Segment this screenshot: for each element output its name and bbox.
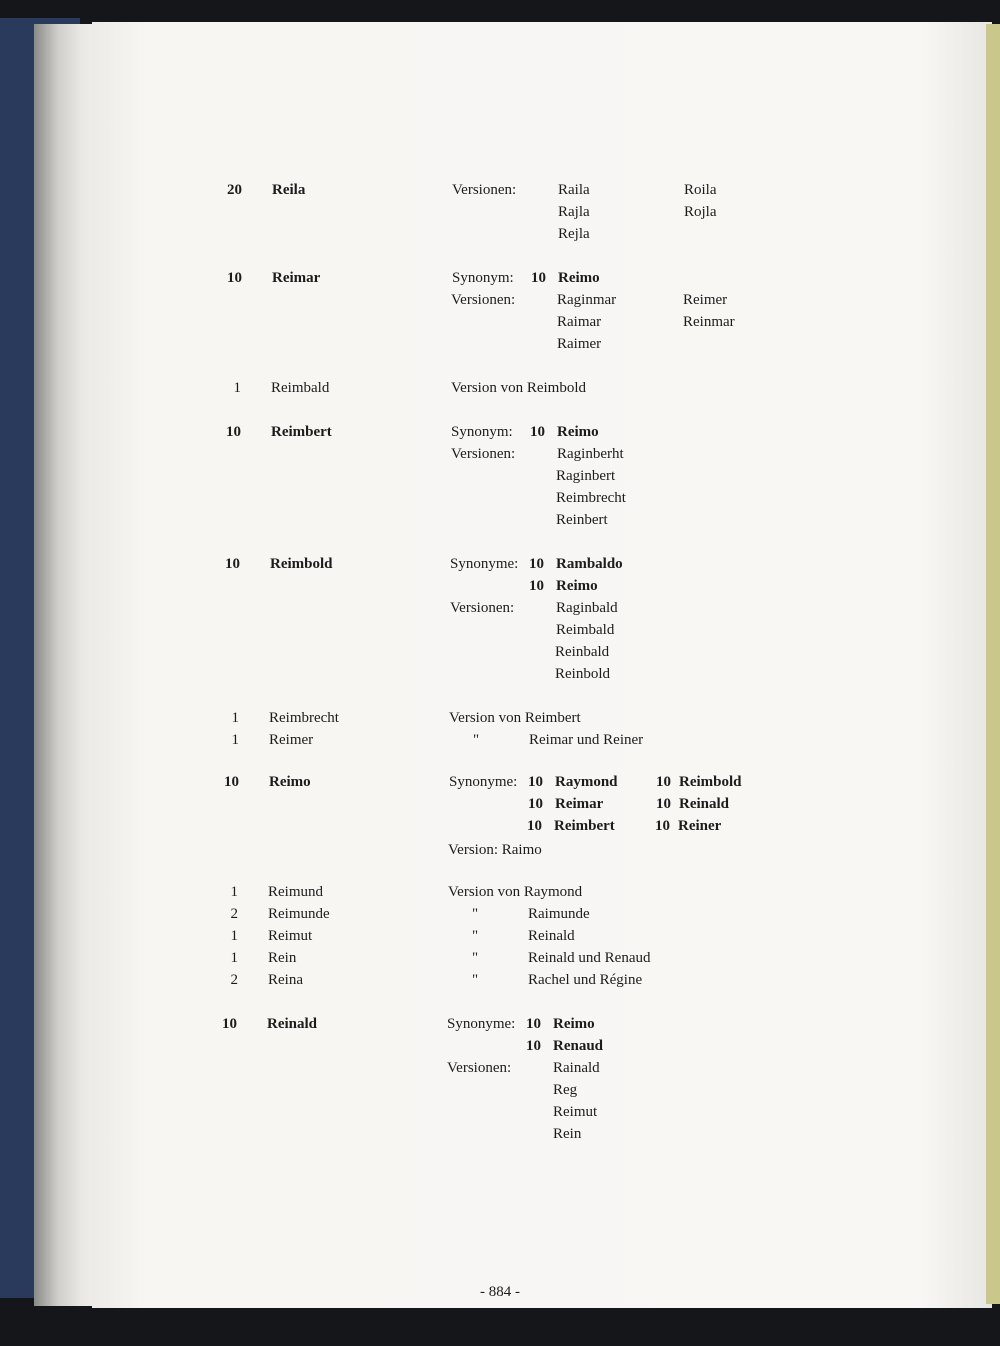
ditto-mark: " xyxy=(473,732,480,748)
version-name: Raimer xyxy=(557,336,602,352)
entry-label: Versionen: xyxy=(450,600,515,616)
synonym-name: Reimbold xyxy=(679,774,742,790)
entry-name: Reimar xyxy=(272,270,321,286)
synonym-name: Reimbert xyxy=(554,818,615,834)
entry-label: Version von Raymond xyxy=(448,884,583,900)
entry-label: Versionen: xyxy=(452,182,517,198)
entry-label: Versionen: xyxy=(451,292,516,308)
synonym-rank: 10 xyxy=(528,774,543,790)
synonym-rank: 10 xyxy=(526,1016,541,1032)
entry-name: Reimbold xyxy=(270,556,333,572)
entry-rank: 1 xyxy=(233,380,241,396)
version-name: Rajla xyxy=(558,204,590,220)
entry-name: Reimer xyxy=(269,732,314,748)
version-name: Raginbald xyxy=(556,600,618,616)
entry-label: Synonym: xyxy=(451,424,513,440)
entry-rank: 2 xyxy=(230,972,238,988)
entry-label: Version: Raimo xyxy=(448,842,542,858)
entry-name: Reimut xyxy=(268,928,313,944)
synonym-rank: 10 xyxy=(526,1038,541,1054)
version-name: Reinald und Renaud xyxy=(528,950,651,966)
synonym-name: Reimo xyxy=(558,270,600,286)
entry-rank: 10 xyxy=(224,774,239,790)
synonym-rank: 10 xyxy=(531,270,546,286)
synonym-name: Raymond xyxy=(555,774,618,790)
synonym-name: Reinald xyxy=(679,796,730,812)
version-name: Reimar und Reiner xyxy=(529,732,644,748)
version-name: Rainald xyxy=(553,1060,600,1076)
version-name: Reinmar xyxy=(683,314,735,330)
entry-rank: 1 xyxy=(230,884,238,900)
synonym-name: Reimo xyxy=(557,424,599,440)
entry-rank: 10 xyxy=(227,270,242,286)
synonym-rank: 10 xyxy=(655,818,670,834)
facing-page-edge xyxy=(986,24,1000,1304)
entry-label: Version von Reimbold xyxy=(451,380,586,396)
version-name: Reimut xyxy=(553,1104,598,1120)
synonym-rank: 10 xyxy=(528,796,543,812)
synonym-rank: 10 xyxy=(656,774,671,790)
book-page xyxy=(92,22,992,1308)
entry-name: Reina xyxy=(268,972,303,988)
entry-rank: 20 xyxy=(227,182,242,198)
entry-rank: 1 xyxy=(230,928,238,944)
version-name: Raginmar xyxy=(557,292,617,308)
entry-rank: 2 xyxy=(230,906,238,922)
synonym-name: Reimar xyxy=(555,796,604,812)
version-name: Raginbert xyxy=(556,468,616,484)
entry-name: Rein xyxy=(268,950,297,966)
entry-name: Reila xyxy=(272,182,306,198)
entry-name: Reimo xyxy=(269,774,311,790)
version-name: Reimbald xyxy=(556,622,615,638)
synonym-rank: 10 xyxy=(529,556,544,572)
entry-label: Synonyme: xyxy=(449,774,518,790)
version-name: Reinbold xyxy=(555,666,610,682)
entry-label: Synonyme: xyxy=(447,1016,516,1032)
version-name: Reg xyxy=(553,1082,578,1098)
synonym-name: Renaud xyxy=(553,1038,604,1054)
synonym-rank: 10 xyxy=(656,796,671,812)
ditto-mark: " xyxy=(472,906,479,922)
entry-rank: 10 xyxy=(225,556,240,572)
synonym-name: Reiner xyxy=(678,818,722,834)
synonym-name: Rambaldo xyxy=(556,556,623,572)
ditto-mark: " xyxy=(472,950,479,966)
synonym-rank: 10 xyxy=(527,818,542,834)
entry-name: Reimbrecht xyxy=(269,710,339,726)
version-name: Raila xyxy=(558,182,590,198)
version-name: Raimar xyxy=(557,314,602,330)
entry-label: Version von Reimbert xyxy=(449,710,581,726)
version-name: Reinbald xyxy=(555,644,610,660)
version-name: Rejla xyxy=(558,226,590,242)
version-name: Reinbert xyxy=(556,512,608,528)
synonym-name: Reimo xyxy=(556,578,598,594)
ditto-mark: " xyxy=(472,972,479,988)
synonym-rank: 10 xyxy=(530,424,545,440)
entry-label: Versionen: xyxy=(447,1060,512,1076)
ditto-mark: " xyxy=(472,928,479,944)
synonym-rank: 10 xyxy=(529,578,544,594)
entry-rank: 1 xyxy=(231,710,239,726)
entry-rank: 10 xyxy=(222,1016,237,1032)
version-name: Rein xyxy=(553,1126,582,1142)
version-name: Raginberht xyxy=(557,446,624,462)
entry-name: Reinald xyxy=(267,1016,318,1032)
page-number: - 884 - xyxy=(480,1284,520,1300)
entry-name: Reimbald xyxy=(271,380,330,396)
entry-name: Reimunde xyxy=(268,906,330,922)
entry-rank: 1 xyxy=(231,732,239,748)
entry-name: Reimund xyxy=(268,884,323,900)
entry-rank: 10 xyxy=(226,424,241,440)
version-name: Roila xyxy=(684,182,717,198)
entry-name: Reimbert xyxy=(271,424,332,440)
entry-rank: 1 xyxy=(230,950,238,966)
entry-label: Synonyme: xyxy=(450,556,519,572)
version-name: Reimbrecht xyxy=(556,490,626,506)
version-name: Rachel und Régine xyxy=(528,972,643,988)
version-name: Reimer xyxy=(683,292,728,308)
entry-label: Versionen: xyxy=(451,446,516,462)
version-name: Rojla xyxy=(684,204,717,220)
version-name: Raimunde xyxy=(528,906,590,922)
entry-label: Synonym: xyxy=(452,270,514,286)
synonym-name: Reimo xyxy=(553,1016,595,1032)
version-name: Reinald xyxy=(528,928,575,944)
